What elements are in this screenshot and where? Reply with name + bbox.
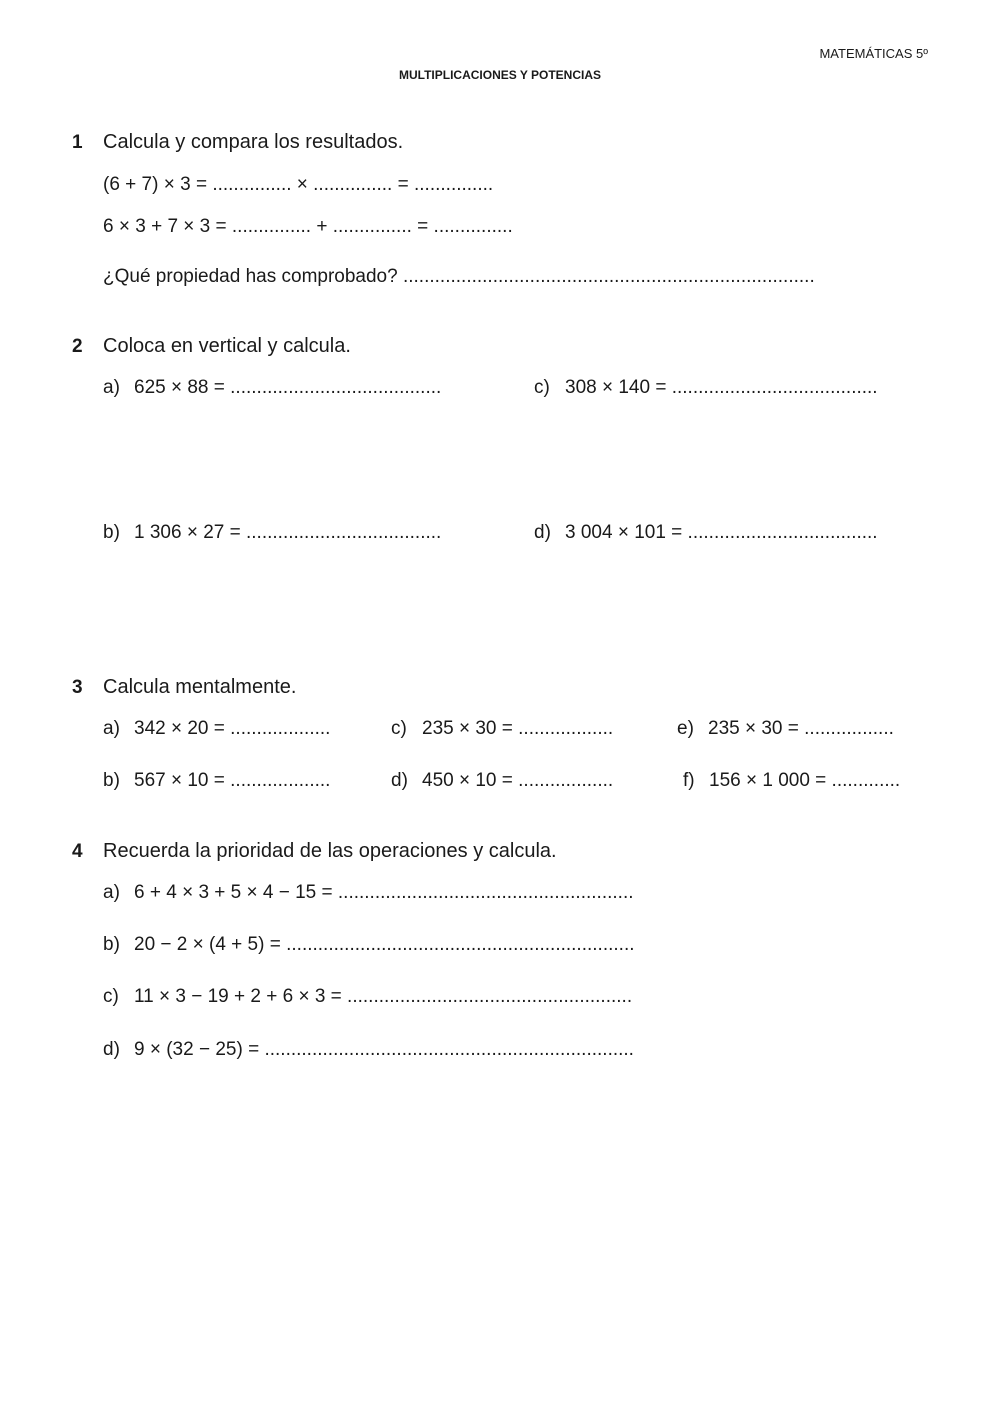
q4-item-c <box>103 986 632 1008</box>
q2-item-b <box>103 522 441 544</box>
item-expression: 235 × 30 = .................. <box>422 718 614 739</box>
question-4-number: 4 <box>72 841 83 862</box>
item-label: a) <box>103 718 120 739</box>
q1-line-1: (6 + 7) × 3 = ............... × ............... = ............... <box>103 174 494 195</box>
q3-item-d <box>391 770 613 792</box>
question-3-number: 3 <box>72 677 83 698</box>
q1-line-2: 6 × 3 + 7 × 3 = ............... + ............... = ............... <box>103 216 513 237</box>
item-expression: 156 × 1 000 = ............. <box>709 770 901 791</box>
item-expression: 6 + 4 × 3 + 5 × 4 − 15 = ........................................................ <box>134 882 634 903</box>
question-3-prompt: Calcula mentalmente. <box>103 676 297 698</box>
item-expression: 567 × 10 = ................... <box>134 770 331 791</box>
q3-item-e <box>677 718 894 740</box>
q3-item-b <box>103 770 330 792</box>
item-label: f) <box>683 770 695 791</box>
item-label: d) <box>103 1039 120 1060</box>
question-1-prompt: Calcula y compara los resultados. <box>103 131 404 153</box>
item-label: d) <box>534 522 551 543</box>
item-expression: 11 × 3 − 19 + 2 + 6 × 3 = ...................................................... <box>134 986 633 1007</box>
item-label: c) <box>103 986 119 1007</box>
q3-item-f <box>683 770 900 792</box>
item-label: c) <box>534 377 550 398</box>
item-expression: 342 × 20 = ................... <box>134 718 331 739</box>
item-expression: 625 × 88 = ........................................ <box>134 377 442 398</box>
q2-item-d <box>534 522 878 544</box>
item-label: d) <box>391 770 408 791</box>
question-4-prompt: Recuerda la prioridad de las operaciones y calcula. <box>103 840 557 862</box>
item-label: b) <box>103 522 120 543</box>
item-label: a) <box>103 882 120 903</box>
item-label: b) <box>103 934 120 955</box>
item-label: b) <box>103 770 120 791</box>
item-expression: 1 306 × 27 = ..................................... <box>134 522 442 543</box>
q2-item-c <box>534 377 878 399</box>
item-expression: 3 004 × 101 = .................................... <box>565 522 878 543</box>
item-expression: 235 × 30 = ................. <box>708 718 894 739</box>
question-2-prompt: Coloca en vertical y calcula. <box>103 335 351 357</box>
q4-item-a <box>103 882 634 904</box>
question-1-number: 1 <box>72 132 83 153</box>
item-label: c) <box>391 718 407 739</box>
question-2-number: 2 <box>72 336 83 357</box>
item-label: a) <box>103 377 120 398</box>
page-title: MULTIPLICACIONES Y POTENCIAS <box>398 68 602 82</box>
q3-item-c <box>391 718 613 740</box>
item-label: e) <box>677 718 694 739</box>
subject-label: MATEMÁTICAS 5º <box>819 46 928 61</box>
item-expression: 450 × 10 = .................. <box>422 770 614 791</box>
q4-item-d <box>103 1039 634 1061</box>
q3-item-a <box>103 718 330 740</box>
q2-item-a <box>103 377 441 399</box>
item-expression: 20 − 2 × (4 + 5) = .................................................................. <box>134 934 635 955</box>
item-expression: 9 × (32 − 25) = ...................................................................... <box>134 1039 634 1060</box>
item-expression: 308 × 140 = ....................................... <box>565 377 878 398</box>
q1-property-question: ¿Qué propiedad has comprobado? .............................................................................. <box>103 266 815 287</box>
q4-item-b <box>103 934 635 956</box>
